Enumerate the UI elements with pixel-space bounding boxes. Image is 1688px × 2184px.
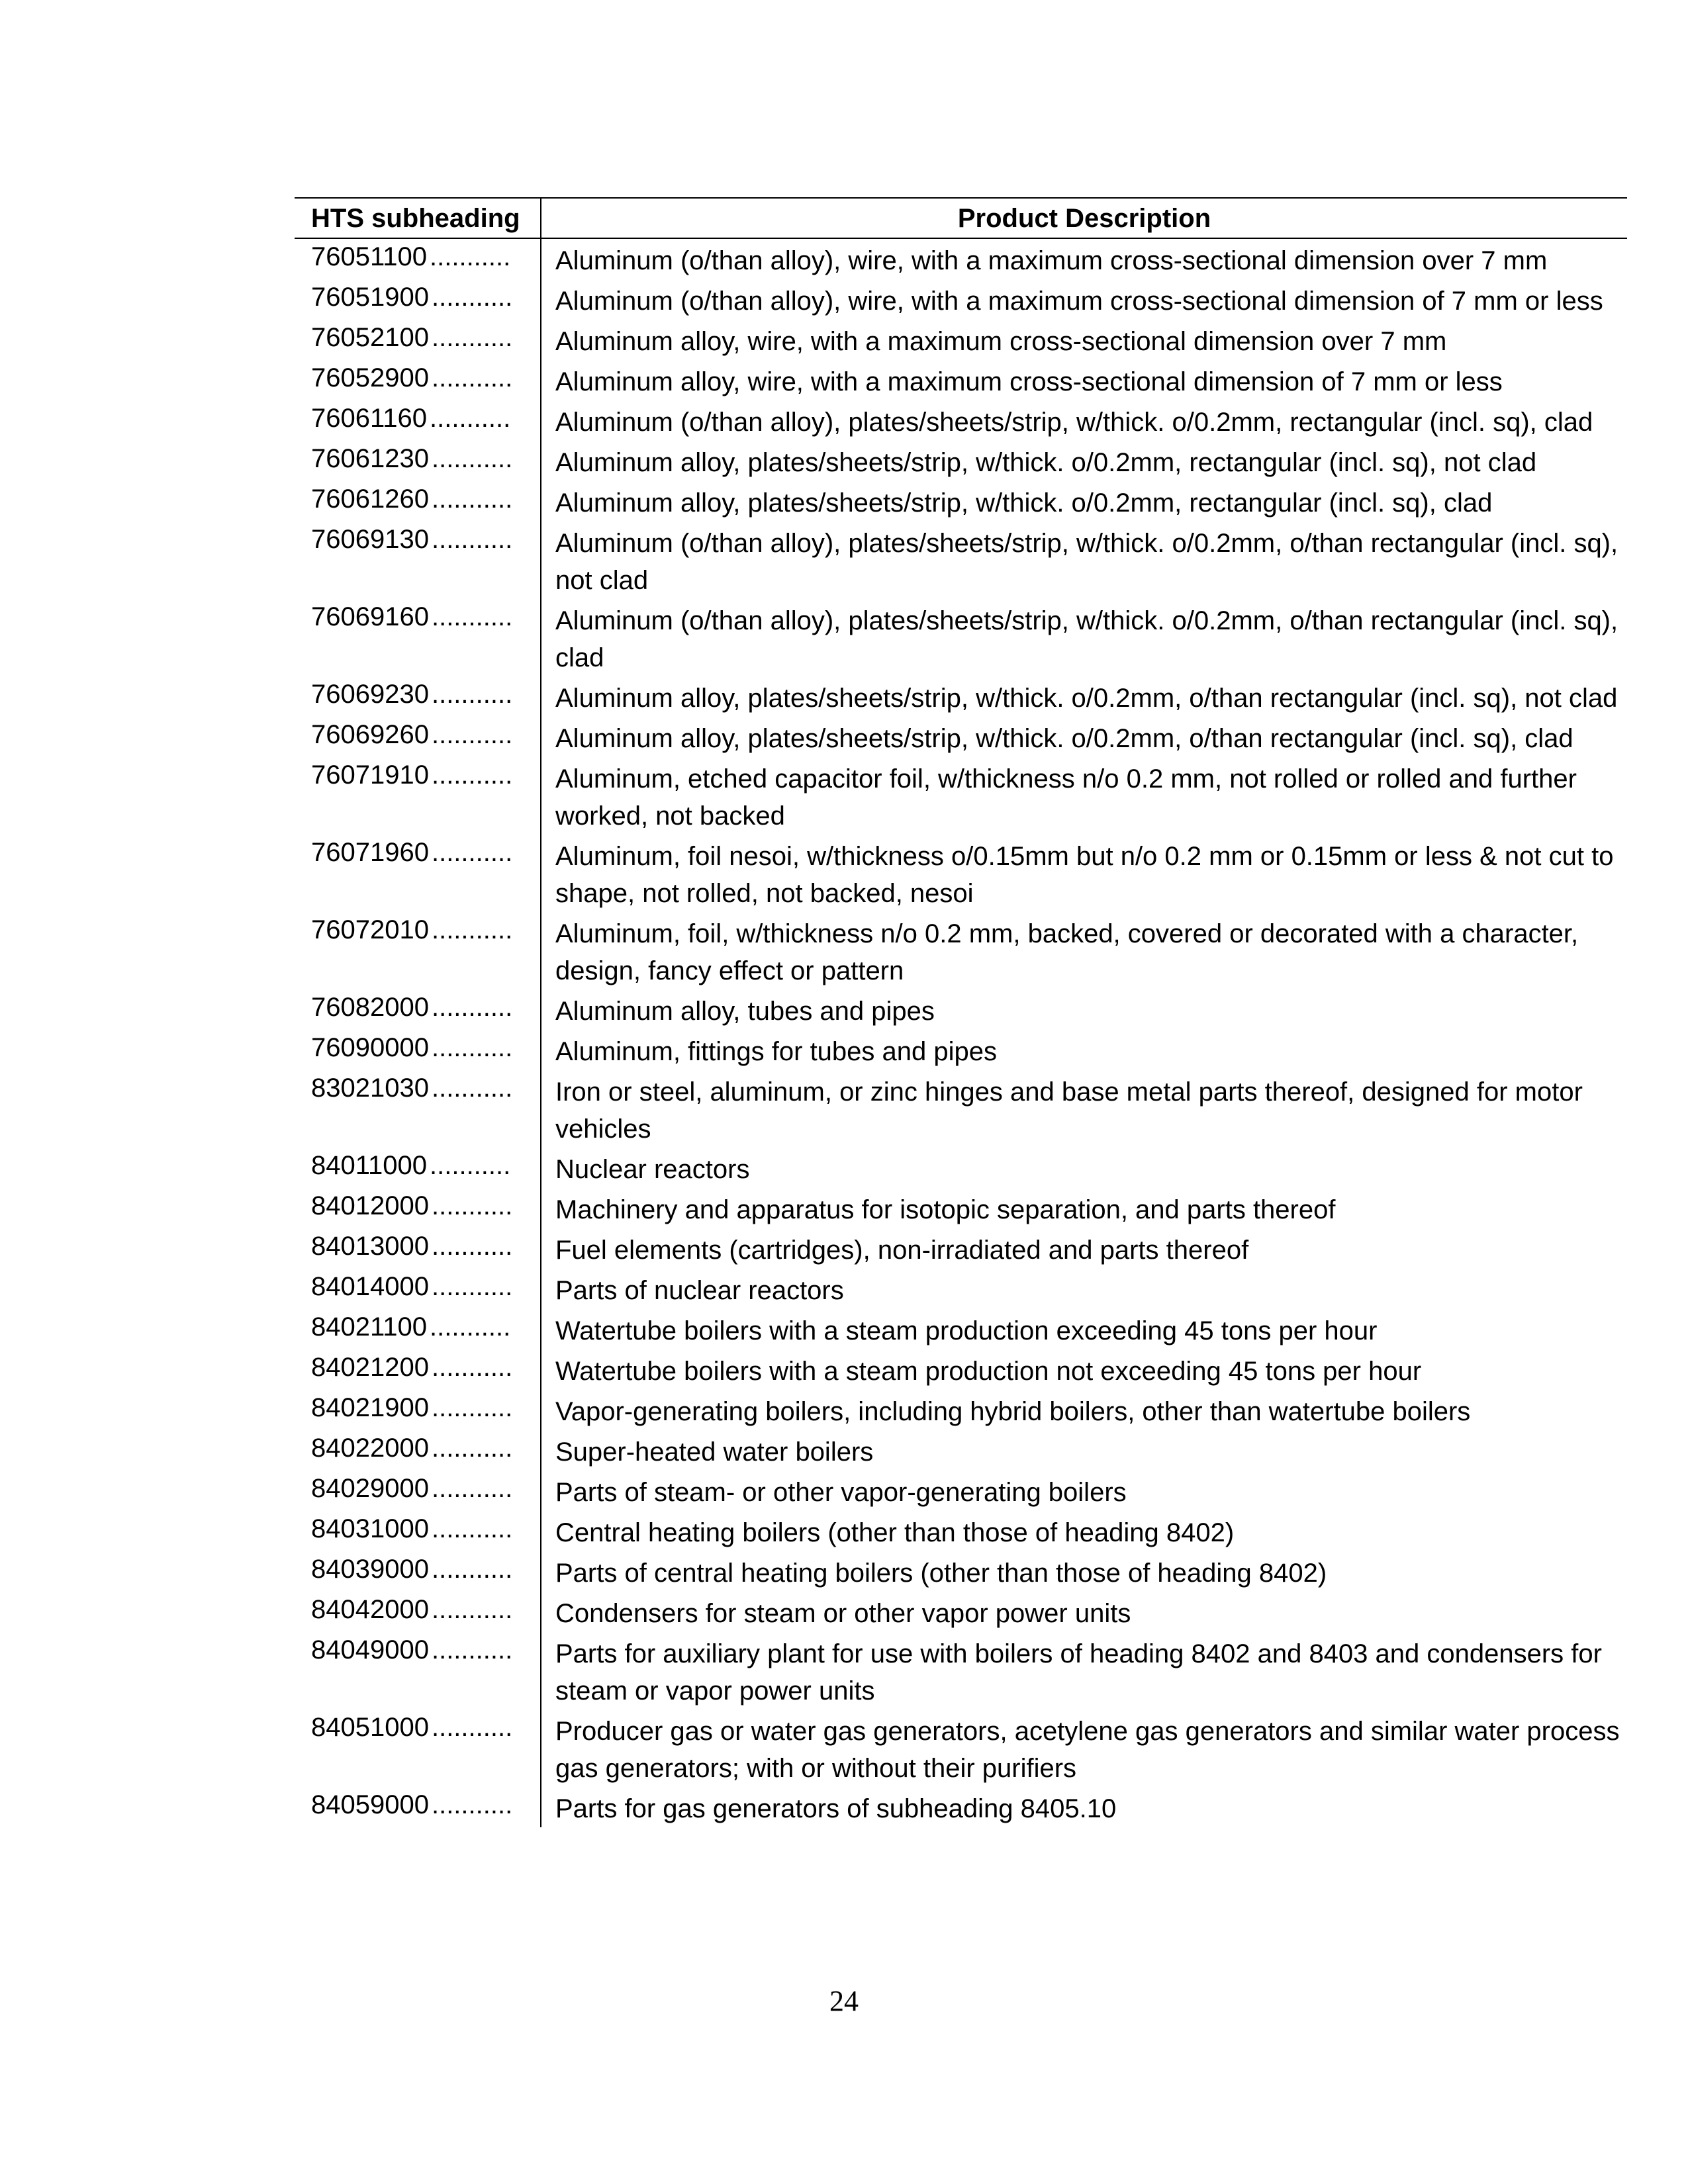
product-description: Parts of central heating boilers (other than those of heading 8402) <box>555 1559 1327 1588</box>
dot-leader: ........... <box>431 1555 513 1584</box>
dot-leader: ........... <box>431 915 513 944</box>
product-description: Aluminum alloy, plates/sheets/strip, w/thick. o/0.2mm, rectangular (incl. sq), clad <box>555 488 1493 518</box>
dot-leader: ........... <box>431 1433 513 1463</box>
hts-code-cell <box>295 835 541 912</box>
dot-leader: ........... <box>431 993 513 1022</box>
dot-leader: ........... <box>431 1635 513 1664</box>
hts-code-cell <box>295 717 541 757</box>
product-description: Aluminum (o/than alloy), plates/sheets/strip, w/thick. o/0.2mm, rectangular (incl. sq), clad <box>555 408 1593 437</box>
hts-code-cell <box>295 1551 541 1592</box>
table-row <box>295 1349 1627 1390</box>
table-row <box>295 599 1627 676</box>
dot-leader: ........... <box>431 838 513 867</box>
hts-code-cell <box>295 1228 541 1269</box>
table-row <box>295 360 1627 400</box>
product-description: Aluminum (o/than alloy), plates/sheets/strip, w/thick. o/0.2mm, o/than rectangular (incl. sq), not clad <box>555 529 1618 595</box>
product-description: Nuclear reactors <box>555 1155 750 1184</box>
hts-code: 76061230 <box>311 444 429 473</box>
table-row <box>295 320 1627 360</box>
dot-leader: ........... <box>430 242 511 271</box>
dot-leader: ........... <box>431 1713 513 1742</box>
hts-code-cell <box>295 1709 541 1787</box>
hts-code: 76069130 <box>311 525 429 554</box>
hts-code: 84049000 <box>311 1635 429 1664</box>
product-description: Aluminum alloy, wire, with a maximum cross-sectional dimension of 7 mm or less <box>555 367 1503 396</box>
hts-code-cell <box>295 1309 541 1349</box>
dot-leader: ........... <box>431 1790 513 1819</box>
table-row <box>295 1030 1627 1070</box>
dot-leader: ........... <box>431 720 513 749</box>
table-row <box>295 1390 1627 1430</box>
hts-code-cell <box>295 238 541 279</box>
hts-code: 76061160 <box>311 404 427 433</box>
hts-code: 76052100 <box>311 323 429 352</box>
hts-code: 76071910 <box>311 760 429 790</box>
product-description: Aluminum alloy, tubes and pipes <box>555 997 935 1026</box>
hts-code: 76082000 <box>311 993 429 1022</box>
product-description: Aluminum alloy, plates/sheets/strip, w/thick. o/0.2mm, rectangular (incl. sq), not clad <box>555 448 1537 477</box>
hts-code: 84031000 <box>311 1514 429 1543</box>
product-description: Super-heated water boilers <box>555 1437 874 1467</box>
hts-code: 76051900 <box>311 283 429 312</box>
hts-code: 84039000 <box>311 1555 429 1584</box>
product-description: Watertube boilers with a steam production exceeding 45 tons per hour <box>555 1316 1378 1345</box>
hts-code: 83021030 <box>311 1073 429 1103</box>
product-description: Aluminum (o/than alloy), plates/sheets/strip, w/thick. o/0.2mm, o/than rectangular (incl. sq), clad <box>555 606 1618 672</box>
table-row <box>295 989 1627 1030</box>
hts-code: 84012000 <box>311 1191 429 1220</box>
table-row <box>295 757 1627 835</box>
hts-code: 84021100 <box>311 1312 427 1342</box>
hts-code-cell <box>295 320 541 360</box>
product-description: Aluminum alloy, wire, with a maximum cross-sectional dimension over 7 mm <box>555 327 1447 356</box>
hts-code-cell <box>295 1787 541 1827</box>
hts-code-cell <box>295 400 541 441</box>
hts-code: 84011000 <box>311 1151 427 1180</box>
product-description: Watertube boilers with a steam production not exceeding 45 tons per hour <box>555 1357 1422 1386</box>
table-row <box>295 1070 1627 1148</box>
hts-code-cell <box>295 1471 541 1511</box>
hts-code-cell <box>295 1430 541 1471</box>
product-description: Producer gas or water gas generators, acetylene gas generators and similar water process gas generators; with or without their purifiers <box>555 1717 1620 1783</box>
dot-leader: ........... <box>431 1033 513 1062</box>
hts-code-cell <box>295 522 541 599</box>
hts-code-cell <box>295 757 541 835</box>
hts-code: 76090000 <box>311 1033 429 1062</box>
dot-leader: ........... <box>431 1232 513 1261</box>
product-description: Aluminum, foil, w/thickness n/o 0.2 mm, backed, covered or decorated with a character, design, fancy effect or pattern <box>555 919 1579 985</box>
dot-leader: ........... <box>431 1514 513 1543</box>
product-description: Parts for auxiliary plant for use with boilers of heading 8402 and 8403 and condensers for steam or vapor power units <box>555 1639 1602 1706</box>
dot-leader: ........... <box>431 1073 513 1103</box>
table-row <box>295 1430 1627 1471</box>
dot-leader: ........... <box>431 680 513 709</box>
product-description: Aluminum, fittings for tubes and pipes <box>555 1037 998 1066</box>
table-row <box>295 1471 1627 1511</box>
hts-code-cell <box>295 1269 541 1309</box>
table-row <box>295 1787 1627 1827</box>
table-row <box>295 1188 1627 1228</box>
dot-leader: ........... <box>431 323 513 352</box>
product-description: Aluminum alloy, plates/sheets/strip, w/thick. o/0.2mm, o/than rectangular (incl. sq), not clad <box>555 684 1618 713</box>
hts-code-cell <box>295 912 541 989</box>
table-row <box>295 912 1627 989</box>
hts-code-cell <box>295 441 541 481</box>
hts-code: 84021900 <box>311 1393 429 1422</box>
table-row <box>295 400 1627 441</box>
table-row <box>295 676 1627 717</box>
dot-leader: ........... <box>431 1595 513 1624</box>
dot-leader: ........... <box>431 484 513 514</box>
page-number: 24 <box>829 1985 859 2017</box>
hts-code-cell <box>295 1349 541 1390</box>
table-row <box>295 1551 1627 1592</box>
table-row <box>295 1269 1627 1309</box>
hts-code: 84059000 <box>311 1790 429 1819</box>
dot-leader: ........... <box>431 363 513 392</box>
hts-table <box>295 197 1627 1827</box>
hts-code-cell <box>295 1070 541 1148</box>
table-row <box>295 1148 1627 1188</box>
product-description: Parts for gas generators of subheading 8405.10 <box>555 1794 1117 1823</box>
dot-leader: ........... <box>430 1312 511 1342</box>
hts-code-cell <box>295 1632 541 1709</box>
product-description: Aluminum (o/than alloy), wire, with a maximum cross-sectional dimension over 7 mm <box>555 246 1548 275</box>
product-description: Iron or steel, aluminum, or zinc hinges and base metal parts thereof, designed for motor vehicles <box>555 1077 1583 1144</box>
dot-leader: ........... <box>431 1272 513 1301</box>
hts-code: 76051100 <box>311 242 427 271</box>
table-row <box>295 522 1627 599</box>
product-description: Aluminum, etched capacitor foil, w/thickness n/o 0.2 mm, not rolled or rolled and further worked, not backed <box>555 764 1577 831</box>
hts-code: 76061260 <box>311 484 429 514</box>
dot-leader: ........... <box>430 1151 511 1180</box>
table-row <box>295 1592 1627 1632</box>
dot-leader: ........... <box>431 444 513 473</box>
hts-code: 76069160 <box>311 602 429 631</box>
hts-code-cell <box>295 1188 541 1228</box>
table-row <box>295 279 1627 320</box>
hts-code-cell <box>295 599 541 676</box>
hts-code-cell <box>295 279 541 320</box>
dot-leader: ........... <box>431 525 513 554</box>
hts-code: 76069260 <box>311 720 429 749</box>
hts-code: 84021200 <box>311 1353 429 1382</box>
table-header-row <box>295 198 1627 238</box>
table-row <box>295 835 1627 912</box>
hts-code: 76071960 <box>311 838 429 867</box>
hts-code: 76052900 <box>311 363 429 392</box>
header-hts-subheading: HTS subheading <box>295 198 541 238</box>
dot-leader: ........... <box>431 602 513 631</box>
product-description: Aluminum alloy, plates/sheets/strip, w/thick. o/0.2mm, o/than rectangular (incl. sq), clad <box>555 724 1573 753</box>
hts-code-cell <box>295 1592 541 1632</box>
hts-code-cell <box>295 1390 541 1430</box>
product-description: Aluminum (o/than alloy), wire, with a maximum cross-sectional dimension of 7 mm or less <box>555 287 1603 316</box>
hts-code-cell <box>295 481 541 522</box>
product-description: Condensers for steam or other vapor power units <box>555 1599 1131 1628</box>
hts-code-cell <box>295 360 541 400</box>
product-description: Parts of nuclear reactors <box>555 1276 844 1305</box>
table-row <box>295 481 1627 522</box>
dot-leader: ........... <box>430 404 511 433</box>
hts-code-cell <box>295 676 541 717</box>
product-description: Parts of steam- or other vapor-generating boilers <box>555 1478 1127 1507</box>
dot-leader: ........... <box>431 283 513 312</box>
product-description: Vapor-generating boilers, including hybrid boilers, other than watertube boilers <box>555 1397 1471 1426</box>
product-description: Central heating boilers (other than those of heading 8402) <box>555 1518 1235 1547</box>
product-description: Machinery and apparatus for isotopic separation, and parts thereof <box>555 1195 1336 1224</box>
hts-code: 84013000 <box>311 1232 429 1261</box>
product-description: Aluminum, foil nesoi, w/thickness o/0.15mm but n/o 0.2 mm or 0.15mm or less & not cut to shape, not rolled, not backed, nesoi <box>555 842 1614 908</box>
hts-code-cell <box>295 1030 541 1070</box>
table-row <box>295 1228 1627 1269</box>
hts-code: 84042000 <box>311 1595 429 1624</box>
hts-code: 84022000 <box>311 1433 429 1463</box>
hts-code: 84029000 <box>311 1474 429 1503</box>
table-row <box>295 238 1627 279</box>
hts-code: 84051000 <box>311 1713 429 1742</box>
hts-code: 76069230 <box>311 680 429 709</box>
table-row <box>295 1632 1627 1709</box>
hts-code: 84014000 <box>311 1272 429 1301</box>
table-row <box>295 441 1627 481</box>
dot-leader: ........... <box>431 1393 513 1422</box>
dot-leader: ........... <box>431 1353 513 1382</box>
dot-leader: ........... <box>431 1474 513 1503</box>
hts-code-cell <box>295 1148 541 1188</box>
table-row <box>295 1309 1627 1349</box>
dot-leader: ........... <box>431 760 513 790</box>
hts-code-cell <box>295 1511 541 1551</box>
header-product-description: Product Description <box>541 198 1627 238</box>
table-row <box>295 1511 1627 1551</box>
product-description: Fuel elements (cartridges), non-irradiated and parts thereof <box>555 1236 1249 1265</box>
hts-code: 76072010 <box>311 915 429 944</box>
dot-leader: ........... <box>431 1191 513 1220</box>
table-body <box>295 238 1627 1827</box>
table-row <box>295 1709 1627 1787</box>
table-row <box>295 717 1627 757</box>
hts-code-cell <box>295 989 541 1030</box>
